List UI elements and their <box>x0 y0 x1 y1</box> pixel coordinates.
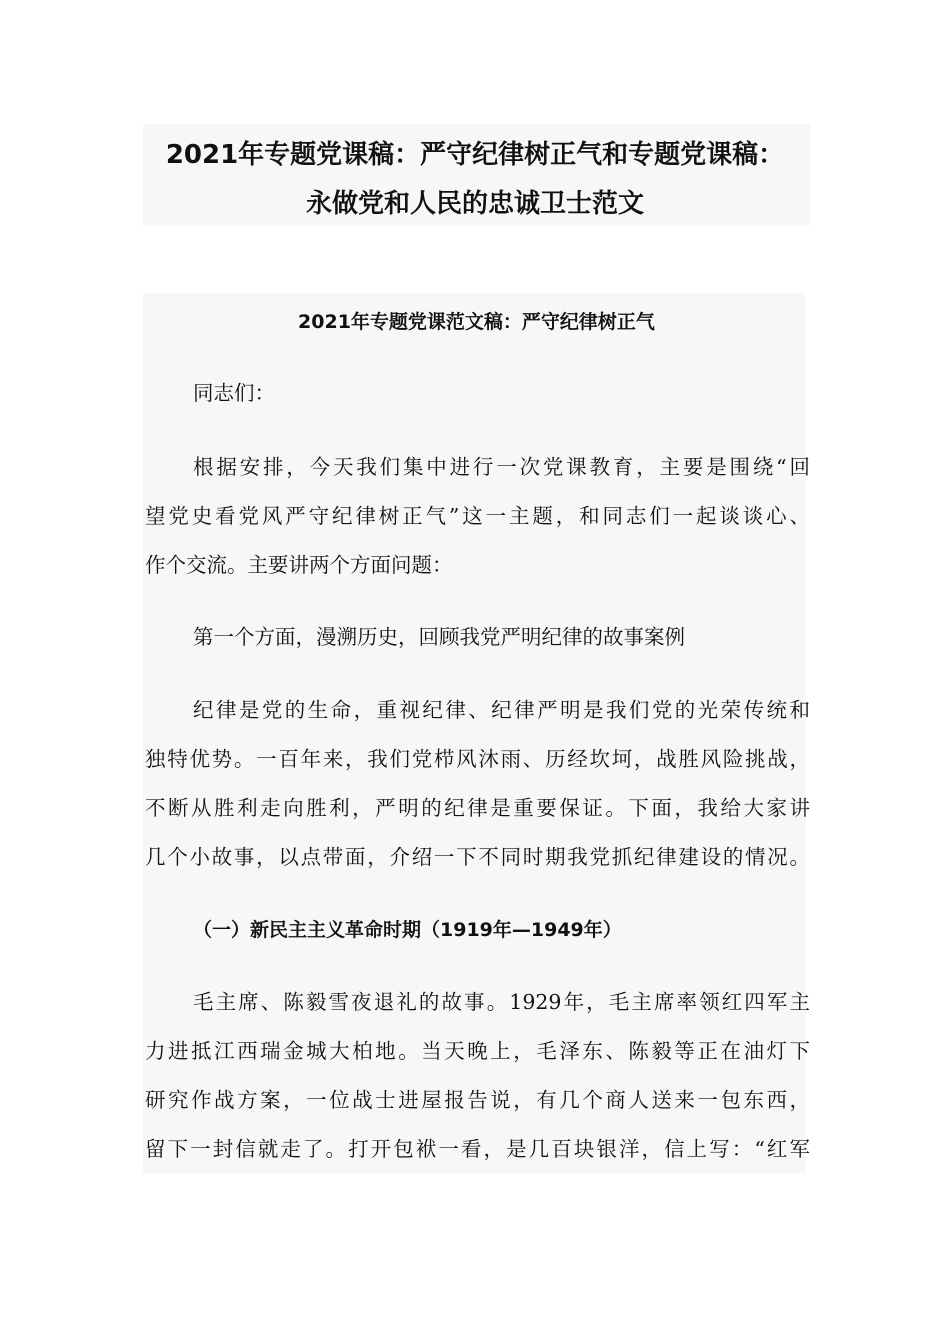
paragraph-line: 研究作战方案，一位战士进屋报告说，有几个商人送来一包东西， <box>145 1088 810 1112</box>
paragraph-line: 根据安排，今天我们集中进行一次党课教育，主要是围绕“回 <box>193 455 810 479</box>
section-heading: （一）新民主主义革命时期（1919年—1949年） <box>193 919 622 941</box>
paragraph-line: 作个交流。主要讲两个方面问题： <box>145 553 453 577</box>
document-title-line-1: 2021年专题党课稿：严守纪律树正气和专题党课稿： <box>165 140 785 170</box>
paragraph-line: 独特优势。一百年来，我们党栉风沐雨、历经坎坷，战胜风险挑战， <box>145 747 810 771</box>
salutation: 同志们： <box>193 381 275 405</box>
document-title-line-2: 永做党和人民的忠诚卫士范文 <box>305 189 644 219</box>
paragraph-line: 几个小故事，以点带面，介绍一下不同时期我党抓纪律建设的情况。 <box>145 845 810 869</box>
paragraph-line: 望党史看党风严守纪律树正气”这一主题，和同志们一起谈谈心、 <box>145 504 810 528</box>
paragraph-line: 力进抵江西瑞金城大柏地。当天晚上，毛泽东、陈毅等正在油灯下 <box>145 1039 810 1063</box>
part-heading: 第一个方面，漫溯历史，回顾我党严明纪律的故事案例 <box>193 625 685 649</box>
paragraph-line: 留下一封信就走了。打开包袱一看，是几百块银洋，信上写：“红军 <box>145 1137 810 1161</box>
paragraph-line: 不断从胜利走向胜利，严明的纪律是重要保证。下面，我给大家讲 <box>145 796 810 820</box>
paragraph-line: 毛主席、陈毅雪夜退礼的故事。1929年，毛主席率领红四军主 <box>193 990 810 1014</box>
paragraph-line: 纪律是党的生命，重视纪律、纪律严明是我们党的光荣传统和 <box>193 698 810 722</box>
subtitle: 2021年专题党课范文稿：严守纪律树正气 <box>298 311 655 333</box>
